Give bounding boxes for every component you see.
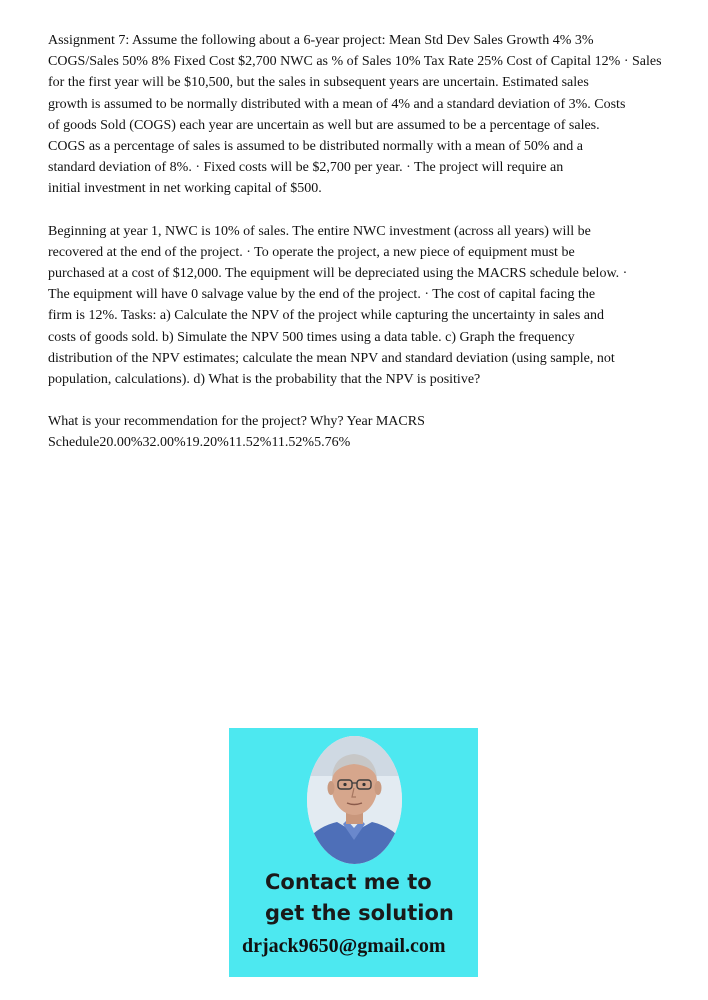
contact-email-link[interactable]: drjack9650@gmail.com bbox=[242, 935, 446, 957]
text-line: Schedule20.00%32.00%19.20%11.52%11.52%5.76% bbox=[48, 435, 351, 451]
text-line: Assignment 7: Assume the following about a 6-year project: Mean Std Dev Sales Growth 4% 3% bbox=[48, 33, 594, 48]
text-line: purchased at a cost of $12,000. The equipment will be depreciated using the MACRS schedule below. · bbox=[48, 266, 628, 282]
text-line: firm is 12%. Tasks: a) Calculate the NPV of the project while capturing the uncertainty in sales and bbox=[48, 308, 605, 324]
text-line: What is your recommendation for the project? Why? Year MACRS bbox=[48, 414, 425, 430]
paragraph-3 bbox=[48, 411, 688, 453]
paragraph-2 bbox=[48, 221, 688, 391]
text-line: Beginning at year 1, NWC is 10% of sales. The entire NWC investment (across all years) will be bbox=[48, 223, 591, 239]
paragraph-gap bbox=[48, 390, 688, 411]
text-line: standard deviation of 8%. · Fixed costs will be $2,700 per year. · The project will require an bbox=[48, 160, 564, 176]
document-body bbox=[48, 30, 688, 454]
text-line: growth is assumed to be normally distributed with a mean of 4% and a standard deviation of 3%. Costs bbox=[48, 96, 626, 112]
text-line: COGS/Sales 50% 8% Fixed Cost $2,700 NWC as % of Sales 10% Tax Rate 25% Cost of Capital 12% · Sales bbox=[48, 54, 662, 70]
text-line: COGS as a percentage of sales is assumed to be distributed normally with a mean of 50% and a bbox=[48, 139, 583, 155]
text-line: costs of goods sold. b) Simulate the NPV 500 times using a data table. c) Graph the frequency bbox=[48, 329, 575, 345]
text-line: recovered at the end of the project. · To operate the project, a new piece of equipment must be bbox=[48, 244, 575, 260]
text-line: of goods Sold (COGS) each year are uncertain as well but are assumed to be a percentage of sales. bbox=[48, 117, 600, 133]
paragraph-1 bbox=[48, 30, 688, 200]
cta-line-1: Contact me to bbox=[265, 870, 432, 894]
text-line: distribution of the NPV estimates; calculate the mean NPV and standard deviation (using sample, not bbox=[48, 350, 615, 366]
paragraph-gap bbox=[48, 200, 688, 221]
text-line: initial investment in net working capital of $500. bbox=[48, 181, 322, 197]
text-line: for the first year will be $10,500, but the sales in subsequent years are uncertain. Estimated sales bbox=[48, 75, 589, 91]
contact-promo-card[interactable] bbox=[229, 728, 478, 977]
text-line: population, calculations). d) What is the probability that the NPV is positive? bbox=[48, 372, 481, 388]
text-line: The equipment will have 0 salvage value by the end of the project. · The cost of capital facing the bbox=[48, 287, 596, 303]
portrait-photo bbox=[307, 736, 402, 864]
cta-line-2: get the solution bbox=[265, 901, 454, 925]
